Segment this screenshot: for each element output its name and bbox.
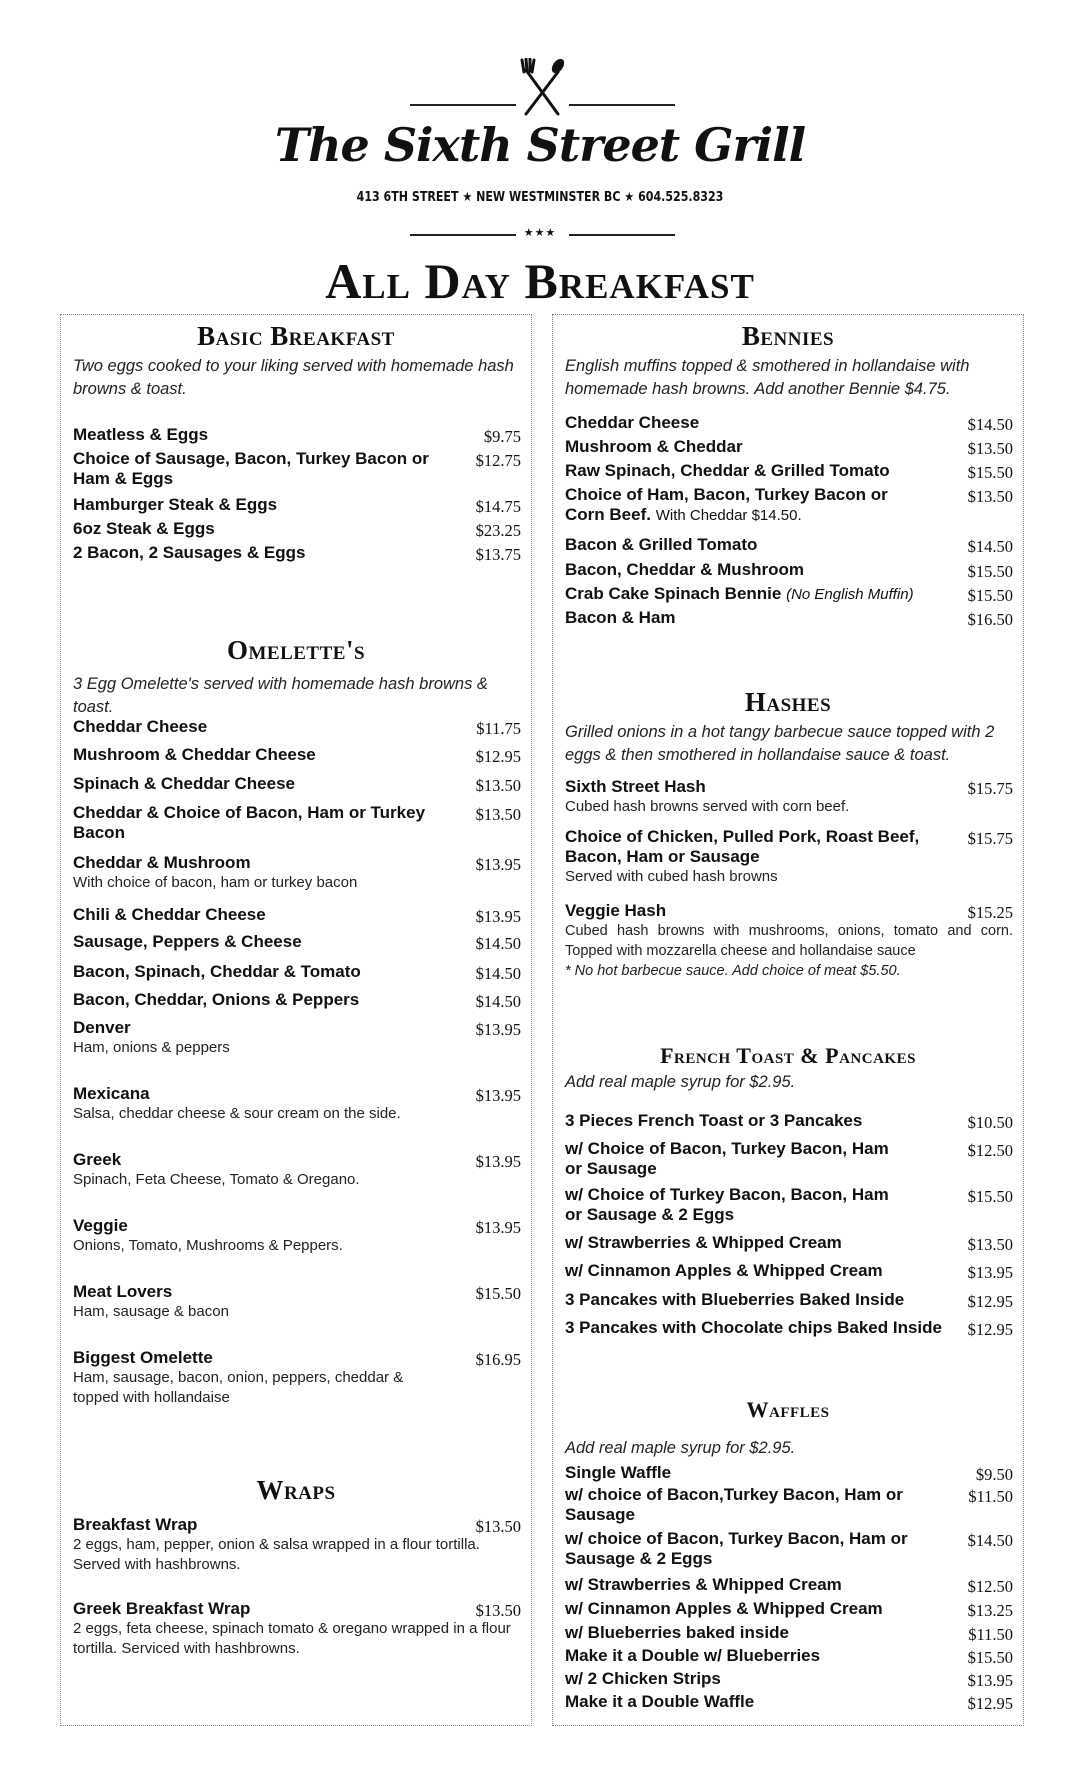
item-price: $13.95	[475, 1020, 521, 1039]
item-price: $11.75	[476, 719, 521, 738]
item-price: $15.50	[967, 1187, 1013, 1206]
item-name: Sixth Street Hash	[565, 777, 706, 796]
item-price: $16.50	[967, 610, 1013, 629]
item-price: $12.50	[967, 1577, 1013, 1596]
item-price: $15.75	[967, 829, 1013, 848]
item-desc: With choice of bacon, ham or turkey bacon	[73, 874, 358, 891]
menu-item	[565, 777, 1013, 817]
item-name: Greek	[73, 1150, 122, 1169]
stars-divider	[0, 226, 1080, 242]
item-desc: Cubed hash browns served with corn beef.	[565, 798, 850, 815]
item-name: Sausage, Peppers & Cheese	[73, 932, 302, 951]
item-price: $15.50	[475, 1284, 521, 1303]
address-line: 413 6TH STREET ★ NEW WESTMINSTER BC ★ 604.525.8323	[356, 190, 724, 205]
menu-item	[73, 717, 521, 737]
item-price: $13.95	[475, 1218, 521, 1237]
menu-item	[565, 1111, 1013, 1131]
item-name: Choice of Ham, Bacon, Turkey Bacon or Corn Beef.	[565, 485, 888, 524]
menu-item	[565, 608, 1013, 628]
page-title: All Day Breakfast	[325, 253, 755, 309]
item-name: w/ 2 Chicken Strips	[565, 1669, 721, 1688]
item-name: Mushroom & Cheddar	[565, 437, 743, 456]
section-title-bennies: Bennies	[741, 321, 835, 351]
section-desc-bennies: English muffins topped & smothered in hollandaise with homemade hash browns. Add another Bennie $4.75.	[565, 357, 970, 398]
menu-item	[565, 1529, 1013, 1569]
section-desc-french-toast: Add real maple syrup for $2.95.	[565, 1073, 796, 1091]
menu-item	[565, 1261, 1013, 1281]
menu-item	[73, 1150, 521, 1190]
menu-item	[565, 1646, 1013, 1666]
menu-item	[565, 1692, 1013, 1712]
item-name: Choice of Chicken, Pulled Pork, Roast Beef, Bacon, Ham or Sausage	[565, 827, 920, 866]
item-price: $13.50	[967, 1235, 1013, 1254]
right-column	[552, 314, 1024, 1726]
item-price: $13.50	[967, 439, 1013, 458]
menu-item	[73, 803, 521, 843]
item-name: 3 Pancakes with Chocolate chips Baked Inside	[565, 1318, 942, 1337]
item-note: With Cheddar $14.50.	[655, 507, 802, 524]
item-price: $12.95	[967, 1320, 1013, 1339]
menu-item	[565, 1139, 1013, 1179]
item-name: w/ Strawberries & Whipped Cream	[565, 1233, 842, 1252]
item-desc: 2 eggs, feta cheese, spinach tomato & oregano wrapped in a flour tortilla. Serviced with hashbrowns.	[73, 1620, 511, 1657]
item-name: Crab Cake Spinach Bennie	[565, 584, 782, 603]
stars-rule-right	[569, 234, 675, 236]
item-price: $13.95	[475, 855, 521, 874]
menu-item	[73, 1348, 521, 1408]
item-name: Denver	[73, 1018, 131, 1037]
item-price: $15.75	[967, 779, 1013, 798]
menu-item	[73, 1216, 521, 1256]
menu-item	[73, 853, 521, 893]
item-price: $13.50	[475, 1601, 521, 1620]
item-price: $13.50	[967, 487, 1013, 506]
menu-item	[565, 461, 1013, 481]
item-desc: Salsa, cheddar cheese & sour cream on the side.	[73, 1105, 401, 1122]
item-name: Veggie	[73, 1216, 128, 1235]
item-name: Breakfast Wrap	[73, 1515, 198, 1534]
item-price: $15.50	[967, 463, 1013, 482]
menu-item	[565, 1669, 1013, 1689]
item-name: Spinach & Cheddar Cheese	[73, 774, 296, 793]
menu-item	[565, 1233, 1013, 1253]
item-name: Biggest Omelette	[73, 1348, 213, 1367]
item-name: Hamburger Steak & Eggs	[73, 495, 278, 514]
item-desc: Ham, sausage & bacon	[73, 1303, 229, 1320]
item-name: Mushroom & Cheddar Cheese	[73, 745, 316, 764]
item-name: Chili & Cheddar Cheese	[73, 905, 266, 924]
item-price: $23.25	[475, 521, 521, 540]
menu-item	[73, 1018, 521, 1058]
menu-item	[565, 1485, 1013, 1525]
section-desc-waffles: Add real maple syrup for $2.95.	[565, 1439, 796, 1457]
item-name: w/ choice of Bacon,Turkey Bacon, Ham or Sausage	[565, 1485, 903, 1524]
restaurant-name: The Sixth Street Grill	[274, 118, 806, 172]
item-name: w/ Strawberries & Whipped Cream	[565, 1575, 842, 1594]
item-name: Bacon, Spinach, Cheddar & Tomato	[73, 962, 361, 981]
item-price: $15.25	[967, 903, 1013, 922]
item-name: 2 Bacon, 2 Sausages & Eggs	[73, 543, 306, 562]
item-price: $13.50	[475, 805, 521, 824]
menu-item	[565, 1463, 1013, 1483]
item-desc: Spinach, Feta Cheese, Tomato & Oregano.	[73, 1171, 360, 1188]
menu-item	[73, 1515, 521, 1575]
section-desc-hashes: Grilled onions in a hot tangy barbecue sauce topped with 2 eggs & then smothered in hollandaise sauce & toast.	[565, 723, 995, 764]
item-price: $11.50	[968, 1625, 1013, 1644]
menu-item	[565, 1290, 1013, 1310]
menu-item	[73, 905, 521, 925]
left-column	[60, 314, 532, 1726]
menu-item	[565, 1575, 1013, 1595]
item-price: $10.50	[967, 1113, 1013, 1132]
item-price: $9.75	[483, 427, 521, 446]
menu-item	[73, 774, 521, 794]
item-name: Choice of Sausage, Bacon, Turkey Bacon or Ham & Eggs	[73, 449, 429, 488]
item-desc: Onions, Tomato, Mushrooms & Peppers.	[73, 1237, 343, 1254]
item-price: $11.50	[968, 1487, 1013, 1506]
section-title-waffles: Waffles	[746, 1397, 830, 1422]
item-price: $12.95	[967, 1292, 1013, 1311]
item-name: Bacon & Grilled Tomato	[565, 535, 758, 554]
item-name: Cheddar Cheese	[565, 413, 700, 432]
menu-item	[565, 901, 1013, 981]
item-price: $13.95	[475, 1086, 521, 1105]
item-name: w/ Cinnamon Apples & Whipped Cream	[565, 1261, 883, 1280]
item-desc: Ham, onions & peppers	[73, 1039, 230, 1056]
item-price: $14.75	[475, 497, 521, 516]
menu-item	[73, 543, 521, 563]
section-title-french-toast: French Toast & Pancakes	[660, 1043, 916, 1068]
item-name: Meat Lovers	[73, 1282, 173, 1301]
menu-item	[73, 449, 521, 489]
item-price: $12.50	[967, 1141, 1013, 1160]
item-price: $14.50	[967, 537, 1013, 556]
menu-item	[565, 584, 1013, 605]
item-name: 3 Pancakes with Blueberries Baked Inside	[565, 1290, 905, 1309]
fork-and-spoon-icon	[518, 58, 566, 118]
item-name: Bacon, Cheddar & Mushroom	[565, 560, 804, 579]
menu-item	[73, 495, 521, 515]
stars-rule-left	[410, 234, 516, 236]
item-desc: Served with cubed hash browns	[565, 868, 778, 885]
item-price: $16.95	[475, 1350, 521, 1369]
menu-item	[73, 425, 521, 445]
item-name: Cheddar & Choice of Bacon, Ham or Turkey Bacon	[73, 803, 426, 842]
item-name: Meatless & Eggs	[73, 425, 209, 444]
item-price: $15.50	[967, 586, 1013, 605]
item-price: $13.95	[967, 1263, 1013, 1282]
item-price: $13.95	[475, 907, 521, 926]
section-title-basic: Basic Breakfast	[197, 321, 395, 351]
item-price: $12.95	[475, 747, 521, 766]
menu-item	[565, 535, 1013, 555]
section-title-hashes: Hashes	[744, 687, 832, 717]
section-desc-omelettes: 3 Egg Omelette's served with homemade hash browns & toast.	[73, 675, 488, 716]
menu-item	[565, 827, 1013, 887]
menu-item	[565, 560, 1013, 580]
item-name: Bacon & Ham	[565, 608, 676, 627]
item-note: (No English Muffin)	[786, 586, 914, 603]
item-name: Greek Breakfast Wrap	[73, 1599, 251, 1618]
item-price: $15.50	[967, 1648, 1013, 1667]
item-price: $14.50	[475, 992, 521, 1011]
item-name: w/ Choice of Bacon, Turkey Bacon, Ham or Sausage	[565, 1139, 889, 1178]
logo-rule-left	[410, 104, 516, 106]
item-price: $12.95	[967, 1694, 1013, 1713]
menu-item	[73, 1282, 521, 1322]
menu-item	[565, 413, 1013, 433]
section-title-wraps: Wraps	[256, 1475, 336, 1505]
item-name: w/ Cinnamon Apples & Whipped Cream	[565, 1599, 883, 1618]
menu-item	[73, 932, 521, 952]
item-desc: Ham, sausage, bacon, onion, peppers, cheddar & topped with hollandaise	[73, 1369, 404, 1406]
item-price: $14.50	[475, 934, 521, 953]
item-price: $14.50	[967, 415, 1013, 434]
item-price: $13.75	[475, 545, 521, 564]
menu-item	[73, 519, 521, 539]
item-name: Single Waffle	[565, 1463, 672, 1482]
item-name: Bacon, Cheddar, Onions & Peppers	[73, 990, 360, 1009]
menu-item	[565, 1599, 1013, 1619]
item-price: $13.50	[475, 776, 521, 795]
item-price: $14.50	[475, 964, 521, 983]
section-title-omelettes: Omelette's	[226, 635, 366, 665]
stars-icon: ★★★	[523, 227, 557, 239]
item-name: w/ Choice of Turkey Bacon, Bacon, Ham or Sausage & 2 Eggs	[565, 1185, 889, 1224]
item-name: w/ Blueberries baked inside	[565, 1623, 789, 1642]
item-name: Veggie Hash	[565, 901, 667, 920]
item-name: 3 Pieces French Toast or 3 Pancakes	[565, 1111, 863, 1130]
item-desc: Cubed hash browns with mushrooms, onions, tomato and corn. Topped with mozzarella cheese and hollandaise sauce	[565, 923, 1013, 959]
item-name: 6oz Steak & Eggs	[73, 519, 215, 538]
item-price: $12.75	[475, 451, 521, 470]
menu-item	[73, 1599, 521, 1659]
menu-item	[73, 1084, 521, 1124]
item-name: w/ choice of Bacon, Turkey Bacon, Ham or Sausage & 2 Eggs	[565, 1529, 908, 1568]
logo-rule-right	[569, 104, 675, 106]
item-name: Cheddar & Mushroom	[73, 853, 251, 872]
menu-item	[73, 990, 521, 1010]
item-note: * No hot barbecue sauce. Add choice of meat $5.50.	[565, 963, 901, 979]
item-price: $14.50	[967, 1531, 1013, 1550]
menu-item	[565, 1318, 1013, 1338]
item-name: Raw Spinach, Cheddar & Grilled Tomato	[565, 461, 890, 480]
menu-item	[565, 485, 1013, 526]
item-name: Cheddar Cheese	[73, 717, 208, 736]
item-price: $9.50	[975, 1465, 1013, 1484]
item-price: $15.50	[967, 562, 1013, 581]
item-desc: 2 eggs, ham, pepper, onion & salsa wrapped in a flour tortilla. Served with hashbrowns.	[73, 1536, 480, 1573]
item-price: $13.95	[967, 1671, 1013, 1690]
item-price: $13.50	[475, 1517, 521, 1536]
item-name: Make it a Double Waffle	[565, 1692, 755, 1711]
menu-item	[565, 1623, 1013, 1643]
menu-item	[73, 962, 521, 982]
menu-item	[565, 1185, 1013, 1225]
menu-item	[565, 437, 1013, 457]
item-price: $13.25	[967, 1601, 1013, 1620]
menu-item	[73, 745, 521, 765]
item-price: $13.95	[475, 1152, 521, 1171]
section-desc-basic: Two eggs cooked to your liking served with homemade hash browns & toast.	[73, 357, 514, 398]
item-name: Mexicana	[73, 1084, 150, 1103]
item-name: Make it a Double w/ Blueberries	[565, 1646, 821, 1665]
